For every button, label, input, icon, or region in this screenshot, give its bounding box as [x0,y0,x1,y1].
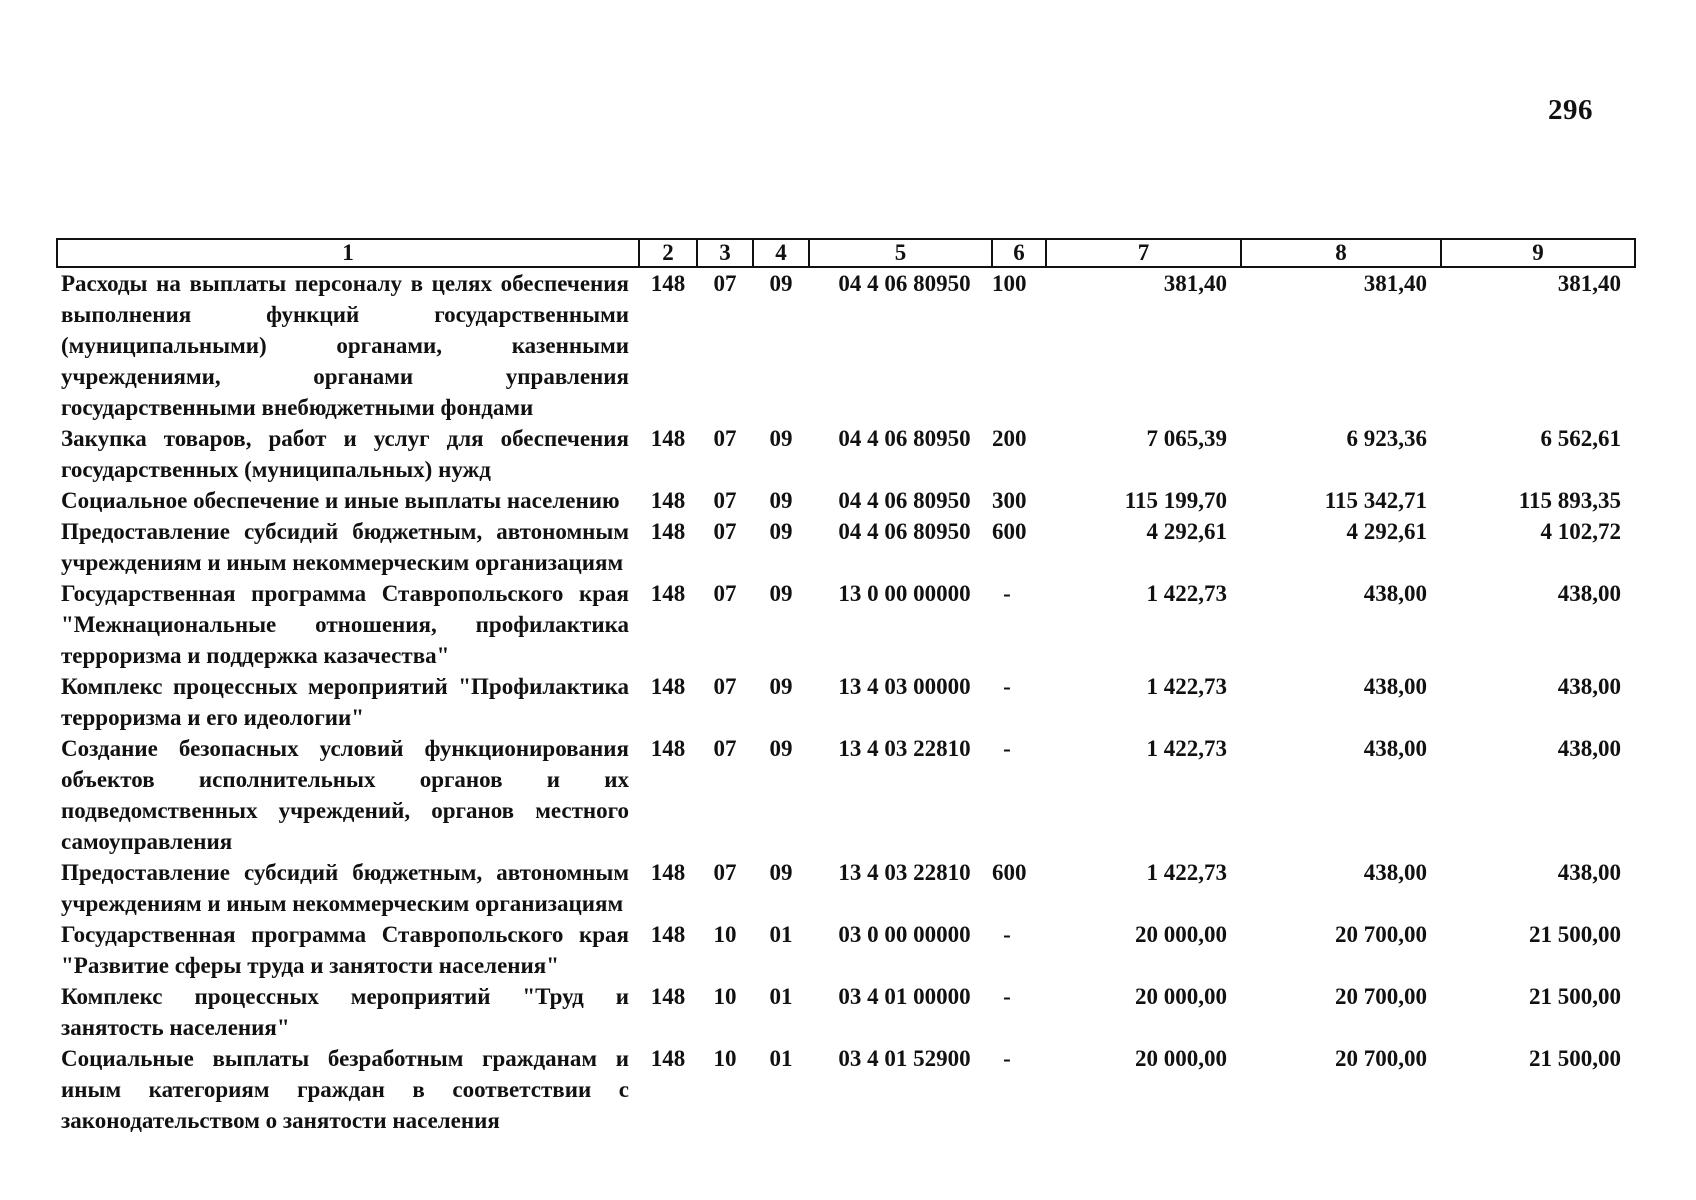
amount-cell: 438,00 [1557,736,1621,761]
subsection-code-cell: 09 [769,488,793,513]
section-code-cell: 07 [713,519,737,544]
budget-table [56,238,1636,1136]
expense-type-cell: 300 [992,488,1027,513]
expense-name-cell: Закупка товаров, работ и услуг для обеспечения государственных (муниципальных) нужд [61,426,629,482]
column-header: 1 [57,239,639,267]
ministry-code-cell: 148 [650,674,686,699]
amount-cell: 1 422,73 [1146,736,1227,761]
expense-type-cell: - [1003,984,1011,1009]
subsection-code-cell: 09 [769,271,793,296]
ministry-code-cell: 148 [650,922,686,947]
amount-cell: 438,00 [1363,581,1427,606]
target-article-cell: 04 4 06 80950 [838,488,971,513]
section-code-cell: 07 [713,736,737,761]
amount-cell: 4 292,61 [1146,519,1227,544]
column-header: 2 [639,239,697,267]
subsection-code-cell: 09 [769,519,793,544]
amount-cell: 1 422,73 [1146,581,1227,606]
expense-type-cell: 200 [992,426,1027,451]
section-code-cell: 07 [713,488,737,513]
section-code-cell: 07 [713,426,737,451]
amount-cell: 20 700,00 [1335,922,1427,947]
subsection-code-cell: 09 [769,860,793,885]
expense-type-cell: 600 [992,519,1027,544]
subsection-code-cell: 09 [769,736,793,761]
column-header: 4 [753,239,809,267]
table-row [57,516,1635,578]
ministry-code-cell: 148 [650,736,686,761]
target-article-cell: 13 0 00 00000 [838,581,971,606]
amount-cell: 20 000,00 [1135,984,1227,1009]
amount-cell: 381,40 [1163,271,1227,296]
table-row [57,267,1635,423]
amount-cell: 115 893,35 [1518,488,1621,513]
subsection-code-cell: 09 [769,674,793,699]
section-code-cell: 10 [713,984,737,1009]
subsection-code-cell: 01 [769,922,793,947]
amount-cell: 6 923,36 [1346,426,1427,451]
target-article-cell: 03 4 01 00000 [838,984,971,1009]
expense-type-cell: - [1003,922,1011,947]
table-row [57,485,1635,516]
amount-cell: 20 700,00 [1335,984,1427,1009]
ministry-code-cell: 148 [650,581,686,606]
page-number: 296 [1548,94,1593,126]
amount-cell: 438,00 [1557,860,1621,885]
ministry-code-cell: 148 [650,984,686,1009]
expense-name-cell: Предоставление субсидий бюджетным, автономным учреждениям и иным некоммерческим организациям [61,860,629,916]
amount-cell: 21 500,00 [1529,984,1621,1009]
column-header: 6 [992,239,1046,267]
section-code-cell: 10 [713,1046,737,1071]
section-code-cell: 07 [713,271,737,296]
target-article-cell: 13 4 03 22810 [838,736,971,761]
expense-name-cell: Создание безопасных условий функционирования объектов исполнительных органов и их подведомственных учреждений, органов местного самоуправления [61,736,629,854]
section-code-cell: 07 [713,860,737,885]
table-row [57,578,1635,671]
amount-cell: 115 342,71 [1324,488,1427,513]
ministry-code-cell: 148 [650,519,686,544]
expense-name-cell: Социальное обеспечение и иные выплаты населению [61,488,620,513]
amount-cell: 4 292,61 [1346,519,1427,544]
expense-type-cell: 600 [992,860,1027,885]
amount-cell: 1 422,73 [1146,674,1227,699]
target-article-cell: 04 4 06 80950 [838,519,971,544]
table-body [57,267,1635,1136]
expense-type-cell: - [1003,674,1011,699]
expense-name-cell: Социальные выплаты безработным гражданам и иным категориям граждан в соответствии с законодательством о занятости населения [61,1046,629,1133]
expense-type-cell: - [1003,581,1011,606]
table-row [57,857,1635,919]
table-row [57,423,1635,485]
subsection-code-cell: 01 [769,1046,793,1071]
expense-name-cell: Комплекс процессных мероприятий "Труд и занятость населения" [61,984,629,1040]
section-code-cell: 07 [713,581,737,606]
column-header: 5 [809,239,992,267]
ministry-code-cell: 148 [650,488,686,513]
expense-name-cell: Государственная программа Ставропольского края "Развитие сферы труда и занятости населения" [61,922,629,978]
column-header: 9 [1441,239,1635,267]
expense-name-cell: Государственная программа Ставропольского края "Межнациональные отношения, профилактика терроризма и поддержка казачества" [61,581,629,668]
target-article-cell: 03 0 00 00000 [838,922,971,947]
amount-cell: 21 500,00 [1529,922,1621,947]
amount-cell: 21 500,00 [1529,1046,1621,1071]
section-code-cell: 07 [713,674,737,699]
amount-cell: 6 562,61 [1540,426,1621,451]
target-article-cell: 04 4 06 80950 [838,426,971,451]
table-row [57,733,1635,857]
amount-cell: 4 102,72 [1540,519,1621,544]
expense-type-cell: - [1003,1046,1011,1071]
expense-name-cell: Предоставление субсидий бюджетным, автономным учреждениям и иным некоммерческим организациям [61,519,629,575]
ministry-code-cell: 148 [650,860,686,885]
column-header: 3 [697,239,753,267]
table-row [57,1043,1635,1136]
subsection-code-cell: 09 [769,426,793,451]
column-header: 8 [1241,239,1441,267]
amount-cell: 438,00 [1363,860,1427,885]
expense-type-cell: - [1003,736,1011,761]
amount-cell: 20 000,00 [1135,922,1227,947]
amount-cell: 438,00 [1363,674,1427,699]
target-article-cell: 04 4 06 80950 [838,271,971,296]
expense-type-cell: 100 [992,271,1027,296]
amount-cell: 7 065,39 [1146,426,1227,451]
expense-name-cell: Комплекс процессных мероприятий "Профилактика терроризма и его идеологии" [61,674,629,730]
amount-cell: 381,40 [1557,271,1621,296]
amount-cell: 438,00 [1557,581,1621,606]
subsection-code-cell: 01 [769,984,793,1009]
column-header: 7 [1046,239,1241,267]
table-row [57,981,1635,1043]
target-article-cell: 13 4 03 00000 [838,674,971,699]
subsection-code-cell: 09 [769,581,793,606]
header-row [57,239,1635,267]
amount-cell: 1 422,73 [1146,860,1227,885]
amount-cell: 20 700,00 [1335,1046,1427,1071]
amount-cell: 438,00 [1557,674,1621,699]
amount-cell: 20 000,00 [1135,1046,1227,1071]
target-article-cell: 13 4 03 22810 [838,860,971,885]
expense-name-cell: Расходы на выплаты персоналу в целях обеспечения выполнения функций государственными (муниципальными) органами, казенными учреждениями, органами управления государственными внебюджетными фондами [61,271,629,420]
ministry-code-cell: 148 [650,1046,686,1071]
amount-cell: 115 199,70 [1124,488,1227,513]
amount-cell: 438,00 [1363,736,1427,761]
table-row [57,671,1635,733]
table-row [57,919,1635,981]
ministry-code-cell: 148 [650,271,686,296]
section-code-cell: 10 [713,922,737,947]
amount-cell: 381,40 [1363,271,1427,296]
ministry-code-cell: 148 [650,426,686,451]
target-article-cell: 03 4 01 52900 [838,1046,971,1071]
